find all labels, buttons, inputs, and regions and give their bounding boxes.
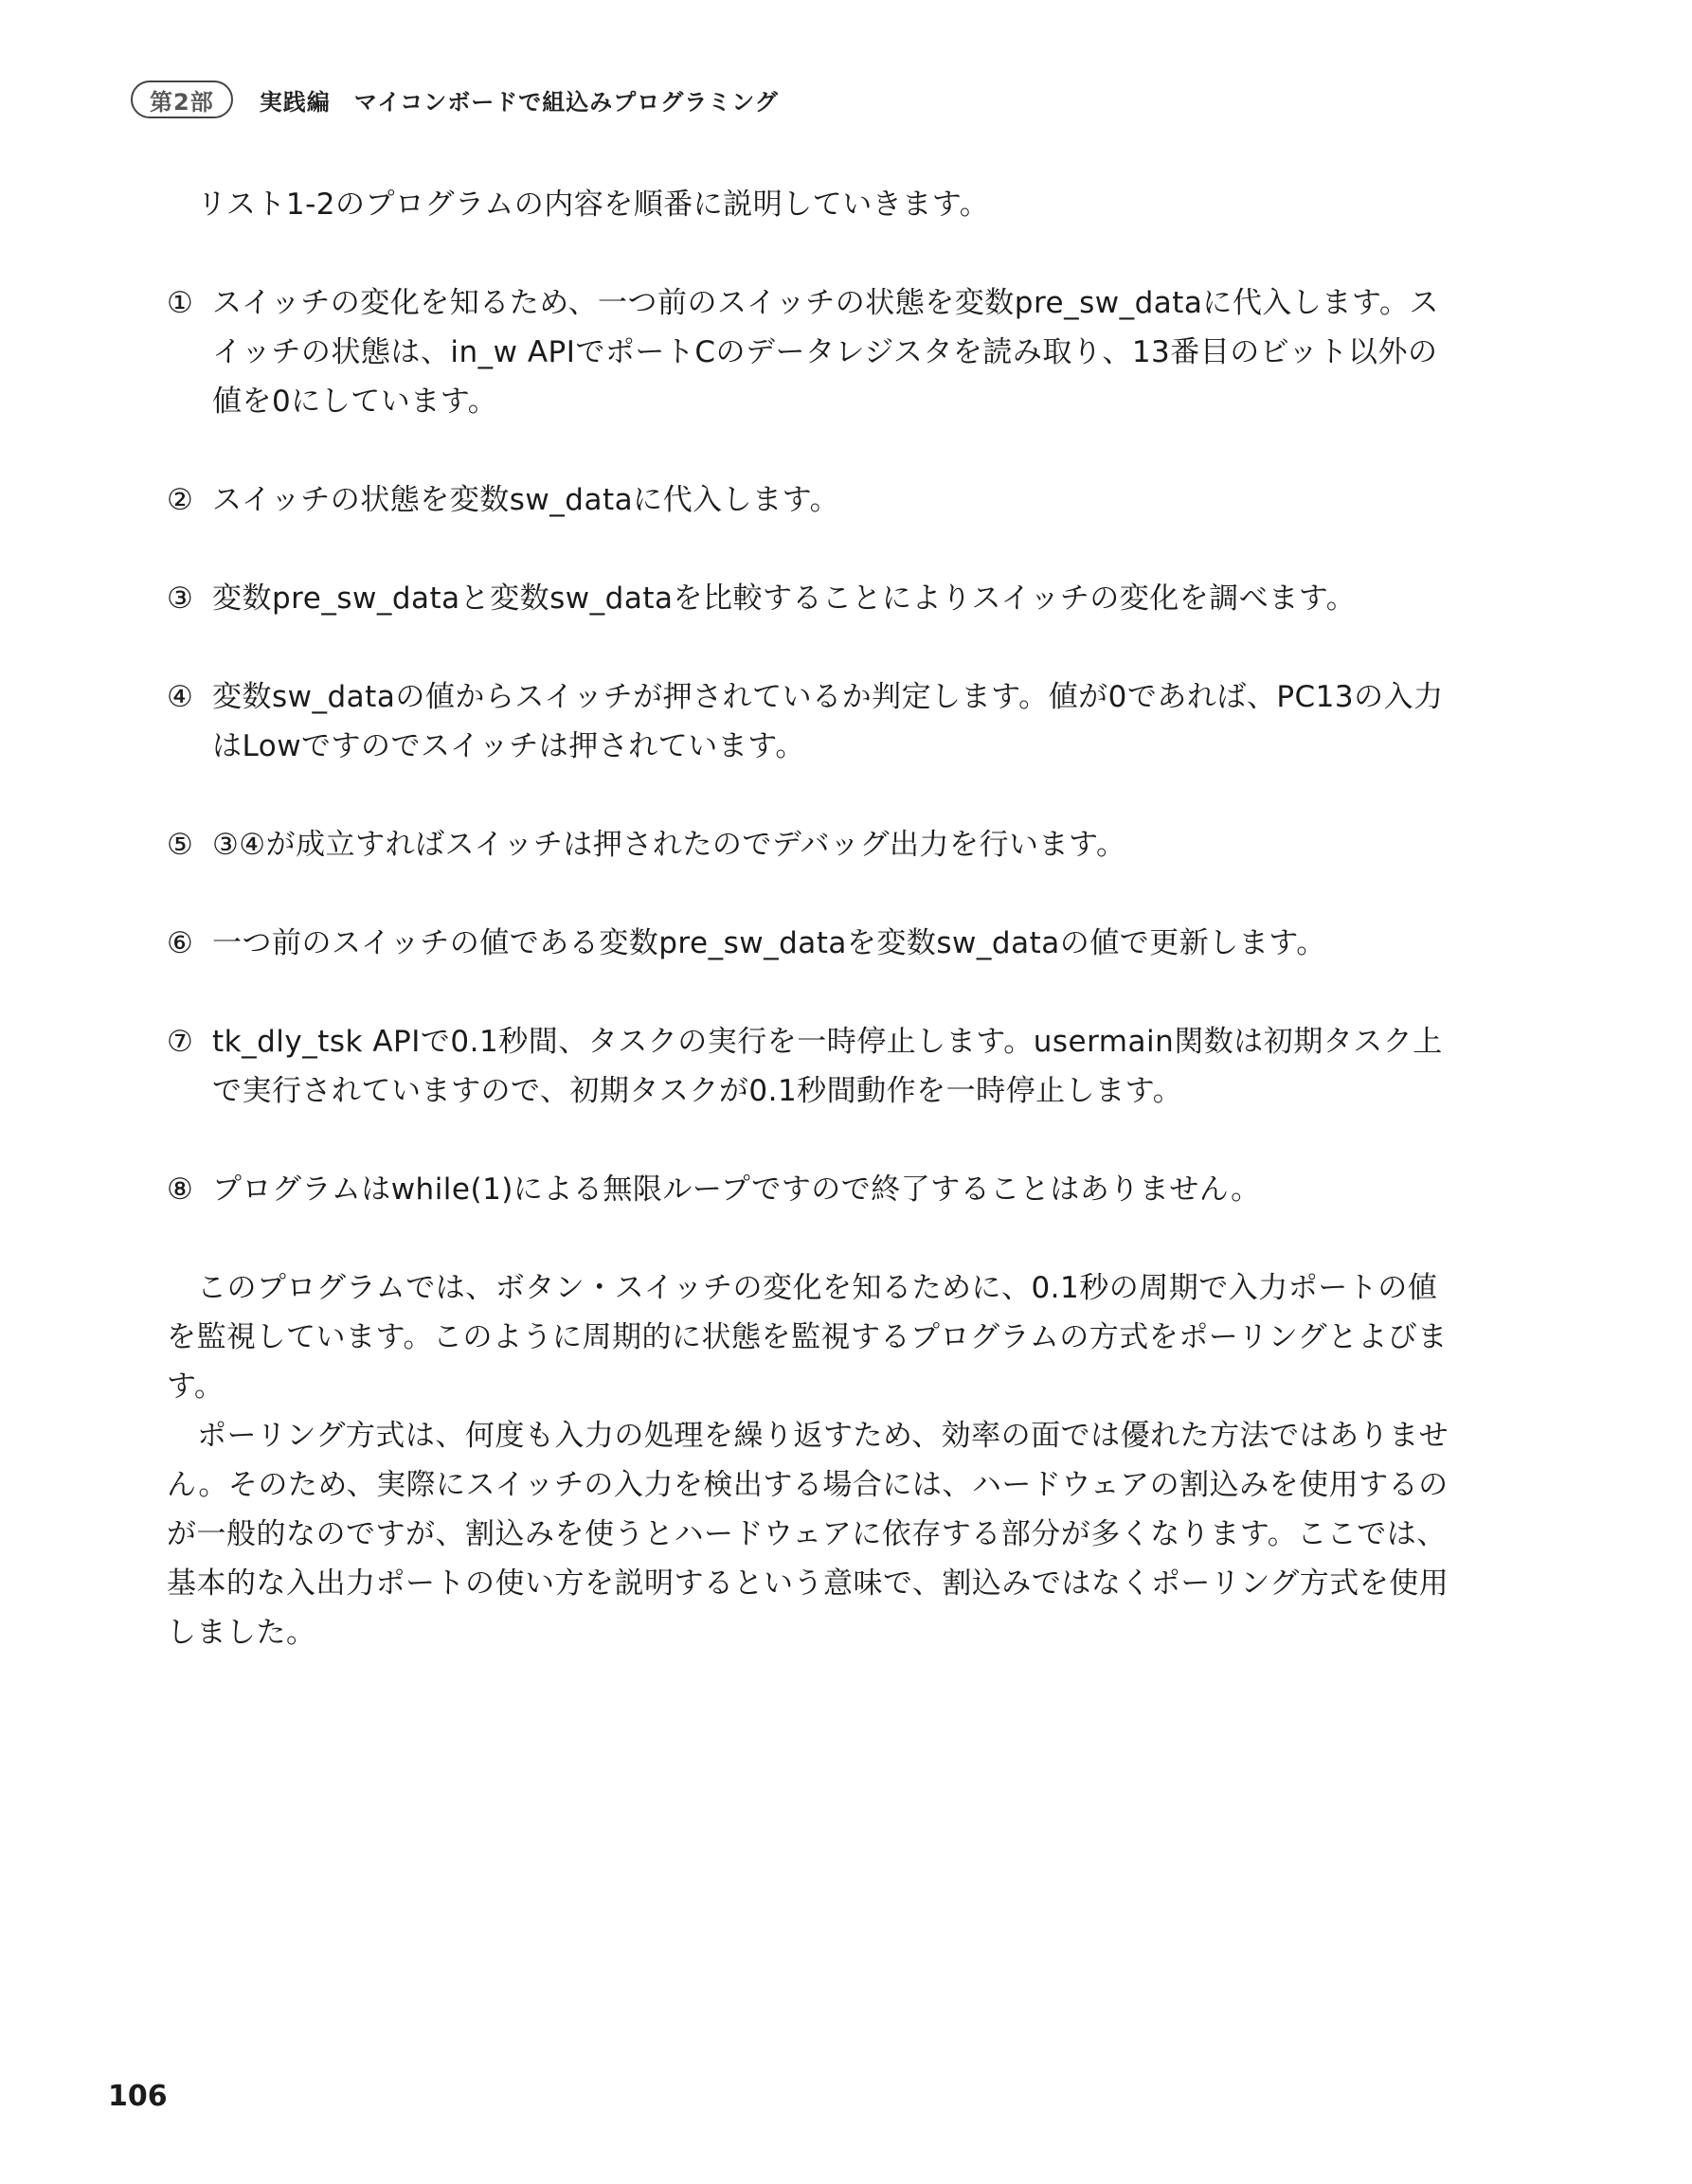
item-number: ⑤ <box>167 828 194 862</box>
item-number: ⑧ <box>167 1173 194 1207</box>
item-number: ① <box>167 286 194 320</box>
paragraph-polling-detail: ポーリング方式は、何度も入力の処理を繰り返すため、効率の面では優れた方法ではありません。そのため、実際にスイッチの入力を検出する場合には、ハードウェアの割込みを使用するのが一般的なのですが、割込みを使うとハードウェアに依存する部分が多くなります。ここでは、基本的な入出力ポートの使い方を説明するという意味で、割込みではなくポーリング方式を使用しました。 <box>167 1419 1449 1650</box>
item-text: プログラムはwhile(1)による無限ループですので終了することはありません。 <box>212 1173 1261 1207</box>
item-text: 一つ前のスイッチの値である変数pre_sw_dataを変数sw_dataの値で更新します。 <box>212 926 1326 960</box>
list-item-6 <box>167 919 1461 968</box>
list-item-3 <box>167 574 1461 623</box>
part-badge: 第2部 <box>131 81 233 118</box>
running-header <box>131 80 779 119</box>
paragraph-polling-intro: このプログラムでは、ボタン・スイッチの変化を知るために、0.1秒の周期で入力ポートの値を監視しています。このように周期的に状態を監視するプログラムの方式をポーリングとよびます。 <box>167 1271 1448 1404</box>
item-number: ③ <box>167 582 194 616</box>
item-text: ③④が成立すればスイッチは押されたのでデバッグ出力を行います。 <box>212 828 1126 862</box>
item-number: ⑥ <box>167 926 194 960</box>
item-text: 変数sw_dataの値からスイッチが押されているか判定します。値が0であれば、PC13の入力はLowですのでスイッチは押されています。 <box>212 680 1444 763</box>
intro-paragraph: リスト1-2のプログラムの内容を順番に説明していきます。 <box>197 188 990 222</box>
body-text <box>167 180 1461 1657</box>
item-number: ② <box>167 483 194 517</box>
item-number: ⑦ <box>167 1025 194 1059</box>
item-number: ④ <box>167 680 194 714</box>
page-number: 106 <box>108 2080 168 2113</box>
list-item-7 <box>167 1017 1461 1116</box>
list-item-5 <box>167 820 1461 869</box>
item-text: スイッチの変化を知るため、一つ前のスイッチの状態を変数pre_sw_dataに代入します。スイッチの状態は、in_w APIでポートCのデータレジスタを読み取り、13番目のビット以外の値を0にしています。 <box>212 286 1439 419</box>
item-text: 変数pre_sw_dataと変数sw_dataを比較することによりスイッチの変化を調べます。 <box>212 582 1357 616</box>
list-item-4 <box>167 672 1461 771</box>
chapter-title: 実践編 マイコンボードで組込みプログラミング <box>259 88 779 116</box>
list-item-1 <box>167 278 1461 426</box>
list-item-2 <box>167 475 1461 525</box>
item-text: tk_dly_tsk APIで0.1秒間、タスクの実行を一時停止します。usermain関数は初期タスク上で実行されていますので、初期タスクが0.1秒間動作を一時停止します。 <box>212 1025 1443 1108</box>
item-text: スイッチの状態を変数sw_dataに代入します。 <box>212 483 840 517</box>
list-item-8 <box>167 1165 1461 1214</box>
